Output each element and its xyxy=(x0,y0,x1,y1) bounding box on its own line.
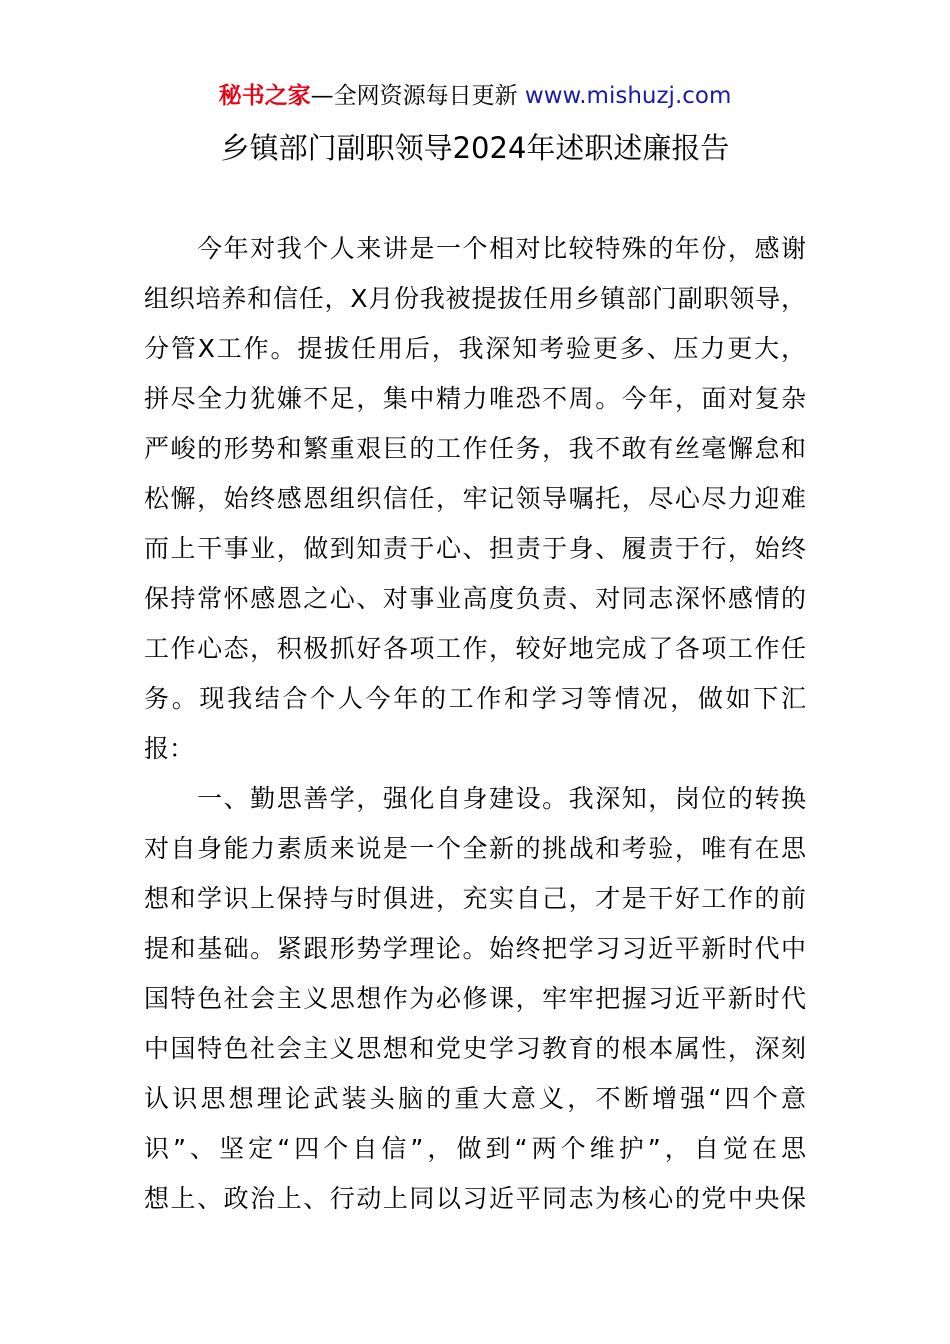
text-line: 工作心态，积极抓好各项工作，较好地完成了各项工作任 xyxy=(144,634,806,663)
text-line: 今年对我个人来讲是一个相对比较特殊的年份，感谢 xyxy=(144,234,806,263)
text-line: 拼尽全力犹嫌不足，集中精力唯恐不周。今年，面对复杂 xyxy=(144,384,806,413)
text-line: 务。现我结合个人今年的工作和学习等情况，做如下汇 xyxy=(144,684,806,713)
text-line: 严峻的形势和繁重艰巨的工作任务，我不敢有丝毫懈怠和 xyxy=(144,434,806,463)
document-body xyxy=(144,224,806,1224)
text-line: 想上、政治上、行动上同以习近平同志为核心的党中央保 xyxy=(144,1184,806,1213)
text-line: 识”、坚定“四个自信”，做到“两个维护”，自觉在思 xyxy=(144,1134,806,1163)
site-tagline: —全网资源每日更新 xyxy=(310,83,525,109)
text-line: 一、勤思善学，强化自身建设。我深知，岗位的转换 xyxy=(144,784,806,813)
site-brand: 秘书之家 xyxy=(218,83,311,109)
text-line: 报： xyxy=(144,734,195,763)
text-line: 分管X工作。提拔任用后，我深知考验更多、压力更大， xyxy=(144,334,806,363)
text-line: 松懈，始终感恩组织信任，牢记领导嘱托，尽心尽力迎难 xyxy=(144,484,806,513)
text-line: 提和基础。紧跟形势学理论。始终把学习习近平新时代中 xyxy=(144,934,806,963)
text-line: 对自身能力素质来说是一个全新的挑战和考验，唯有在思 xyxy=(144,834,806,863)
text-line: 国特色社会主义思想作为必修课，牢牢把握习近平新时代 xyxy=(144,984,806,1013)
text-line: 而上干事业，做到知责于心、担责于身、履责于行，始终 xyxy=(144,534,806,563)
document-title: 乡镇部门副职领导2024年述职述廉报告 xyxy=(220,131,730,165)
text-line: 中国特色社会主义思想和党史学习教育的根本属性，深刻 xyxy=(144,1034,806,1063)
site-header xyxy=(0,80,950,112)
site-url-link[interactable]: www.mishuzj.com xyxy=(524,83,732,109)
text-line: 组织培养和信任，X月份我被提拔任用乡镇部门副职领导， xyxy=(144,284,806,313)
text-line: 想和学识上保持与时俱进，充实自己，才是干好工作的前 xyxy=(144,884,806,913)
text-line: 保持常怀感恩之心、对事业高度负责、对同志深怀感情的 xyxy=(144,584,806,613)
text-line: 认识思想理论武装头脑的重大意义，不断增强“四个意 xyxy=(144,1084,806,1113)
